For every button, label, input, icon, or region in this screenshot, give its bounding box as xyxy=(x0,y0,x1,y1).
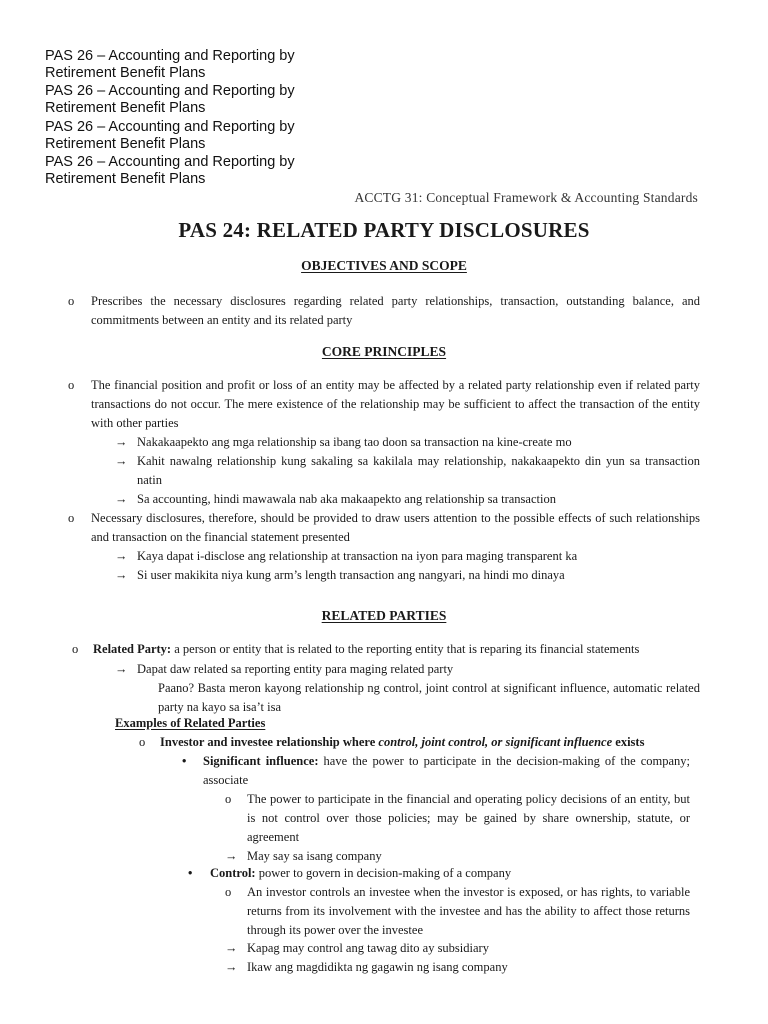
significant-influence-item xyxy=(203,752,690,790)
circle-bullet-icon: o xyxy=(225,792,232,806)
circle-bullet-icon: o xyxy=(225,885,232,899)
bullet-icon: • xyxy=(188,866,193,880)
investor-suffix: exists xyxy=(612,735,645,749)
examples-heading: Examples of Related Parties xyxy=(115,716,266,730)
control-detail: An investor controls an investee when the investor is exposed, or has rights, to variable returns from its involvement with the investee and has the ability to affect those returns through its power over the investee xyxy=(247,885,690,937)
control-item xyxy=(210,864,511,883)
objectives-bullet: Prescribes the necessary disclosures regarding related party relationships, transaction, outstanding balance, and commitments between an entity and its related party xyxy=(91,294,700,327)
control-arrow-1: Kapag may control ang tawag dito ay subsidiary xyxy=(247,941,489,955)
header-line: Retirement Benefit Plans xyxy=(45,65,206,81)
header-line: Retirement Benefit Plans xyxy=(45,136,206,152)
header-line: PAS 26 – Accounting and Reporting by xyxy=(45,119,295,135)
header-line: Retirement Benefit Plans xyxy=(45,100,206,116)
header-line: Retirement Benefit Plans xyxy=(45,171,206,187)
section-heading-objectives: OBJECTIVES AND SCOPE xyxy=(301,258,467,273)
section-heading-related-parties: RELATED PARTIES xyxy=(321,608,447,623)
arrow-icon: → xyxy=(115,662,128,676)
arrow-icon: → xyxy=(115,435,128,449)
arrow-icon: → xyxy=(225,941,238,955)
significant-influence-arrow: May say sa isang company xyxy=(247,849,382,863)
circle-bullet-icon: o xyxy=(139,735,146,749)
circle-bullet-icon: o xyxy=(68,511,75,525)
control-label: Control: xyxy=(210,866,256,880)
control-arrow-2: Ikaw ang magdidikta ng gagawin ng isang company xyxy=(247,960,508,974)
arrow-icon: → xyxy=(115,454,128,468)
core-arrow-3: Sa accounting, hindi mawawala nab aka makaapekto ang relationship sa transaction xyxy=(137,492,556,506)
control-text: power to govern in decision-making of a company xyxy=(255,866,512,880)
core-bullet-1: The financial position and profit or loss of an entity may be affected by a related party relationship even if related party transactions do not occur. The mere existence of the relationship may be sufficient to affect the transaction of the entity with other parties xyxy=(91,378,700,430)
header-line: PAS 26 – Accounting and Reporting by xyxy=(45,154,295,170)
section-heading-core-principles: CORE PRINCIPLES xyxy=(321,344,447,359)
course-header: ACCTG 31: Conceptual Framework & Accounting Standards xyxy=(354,190,698,205)
related-party-label: Related Party: xyxy=(93,642,172,656)
investor-emphasis: control, joint control, or significant influence xyxy=(378,735,613,749)
core-bullet-2: Necessary disclosures, therefore, should be provided to draw users attention to the possible effects of such relationships and transaction on the financial statement presented xyxy=(91,511,700,544)
significant-influence-detail: The power to participate in the financial and operating policy decisions of an entity, but is not control over those policies; may be gained by share ownership, statute, or agreement xyxy=(247,792,690,844)
core-arrow-4: Kaya dapat i-disclose ang relationship at transaction na iyon para maging transparent ka xyxy=(137,549,578,563)
related-party-definition xyxy=(93,640,639,659)
bullet-icon: • xyxy=(182,754,187,768)
investor-text: Investor and investee relationship where xyxy=(160,735,379,749)
page-title: PAS 24: RELATED PARTY DISCLOSURES xyxy=(178,218,590,242)
significant-influence-label: Significant influence: xyxy=(203,754,319,768)
investor-investee-item xyxy=(160,733,644,752)
core-arrow-1: Nakakaapekto ang mga relationship sa ibang tao doon sa transaction na kine-create mo xyxy=(137,435,572,449)
arrow-icon: → xyxy=(225,960,238,974)
header-line: PAS 26 – Accounting and Reporting by xyxy=(45,83,295,99)
arrow-icon: → xyxy=(225,849,238,863)
circle-bullet-icon: o xyxy=(72,642,79,656)
related-party-arrow: Dapat daw related sa reporting entity para maging related party xyxy=(137,662,454,676)
related-party-text: a person or entity that is related to the reporting entity that is reparing its financial statements xyxy=(171,642,640,656)
core-arrow-2: Kahit nawalng relationship kung sakaling sa kakilala may relationship, nakakaapekto din yun sa transaction natin xyxy=(137,454,700,487)
circle-bullet-icon: o xyxy=(68,294,75,308)
circle-bullet-icon: o xyxy=(68,378,75,392)
arrow-icon: → xyxy=(115,549,128,563)
arrow-icon: → xyxy=(115,492,128,506)
header-line: PAS 26 – Accounting and Reporting by xyxy=(45,48,295,64)
core-arrow-5: Si user makikita niya kung arm’s length transaction ang nangyari, na hindi mo dinaya xyxy=(137,568,565,582)
related-party-paragraph: Paano? Basta meron kayong relationship ng control, joint control at significant influence, automatic related party na kayo sa isa’t isa xyxy=(158,681,700,714)
significant-influence-text: have the power to participate in the decision-making of the company; associate xyxy=(203,754,691,787)
arrow-icon: → xyxy=(115,568,128,582)
